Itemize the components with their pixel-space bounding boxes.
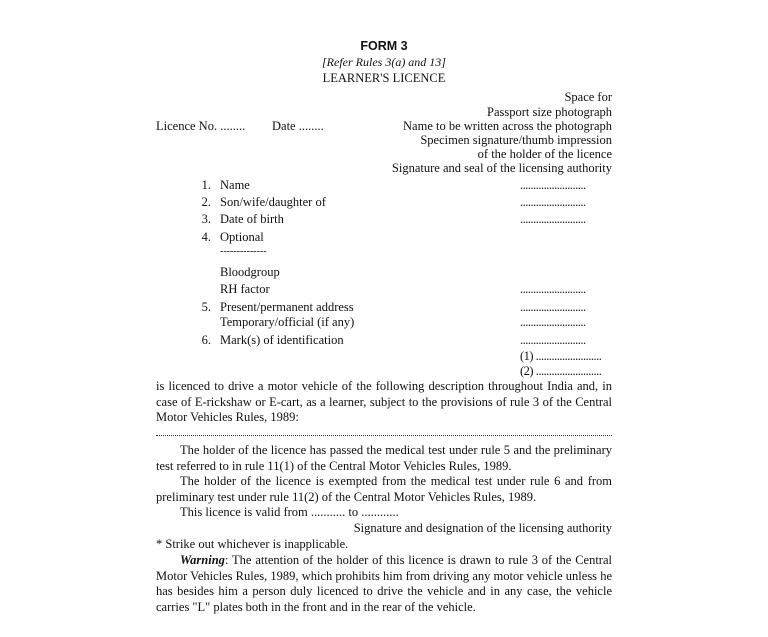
field-relation-blank: ......................... xyxy=(520,195,586,209)
authority-signature-label: Signature and designation of the licensing authority xyxy=(353,521,612,535)
field-address-label: Present/permanent address xyxy=(220,300,354,314)
licence-number: Licence No. ........ xyxy=(156,119,246,133)
field-marks-label: Mark(s) of identification xyxy=(220,333,344,347)
photo-space-label: Space for xyxy=(564,90,612,104)
photo-size-label: Passport size photograph xyxy=(487,105,612,119)
field-dob-label: Date of birth xyxy=(220,212,284,226)
warning-paragraph xyxy=(156,553,612,615)
rule-reference: [Refer Rules 3(a) and 13] xyxy=(322,55,446,69)
field-name-blank: ......................... xyxy=(520,178,586,192)
holder-label: of the holder of the licence xyxy=(477,147,612,161)
mark-1-blank: (1) ......................... xyxy=(520,349,602,363)
medical-test-passed-text: The holder of the licence has passed the medical test under rule 5 and the preliminary test referred to in rule 11(1) of the Central Motor Vehicles Rules, 1989. xyxy=(156,443,612,473)
field-temp-address-blank: ......................... xyxy=(520,315,586,329)
authority-seal-label: Signature and seal of the licensing authority xyxy=(391,161,612,175)
separator: -------------- xyxy=(220,246,267,257)
form-title: FORM 3 xyxy=(360,39,408,53)
validity-text: This licence is valid from ........... to ............ xyxy=(180,505,399,519)
strike-out-note: * Strike out whichever is inapplicable. xyxy=(156,537,349,551)
field-number: 5. xyxy=(201,300,211,314)
field-bloodgroup-label: Bloodgroup xyxy=(220,265,280,279)
field-marks-blank: ......................... xyxy=(520,333,586,347)
field-name-label: Name xyxy=(220,178,250,192)
field-relation-label: Son/wife/daughter of xyxy=(220,195,326,209)
form-subtitle: LEARNER'S LICENCE xyxy=(322,71,446,85)
field-number: 4. xyxy=(201,230,211,244)
photo-name-note: Name to be written across the photograph xyxy=(403,119,612,133)
field-dob-blank: ......................... xyxy=(520,212,586,226)
field-rh-blank: ......................... xyxy=(520,282,586,296)
field-number: 3. xyxy=(201,212,211,226)
licence-description: is licenced to drive a motor vehicle of the following description throughout India and, in case of E-rickshaw or E-cart, as a learner, subject to the provisions of rule 3 of the Central Motor Vehicles Rules, 1989: xyxy=(156,379,612,424)
licence-date: Date ........ xyxy=(272,119,324,133)
field-address-blank: ......................... xyxy=(520,300,586,314)
field-number: 6. xyxy=(201,333,211,347)
field-number: 2. xyxy=(201,195,211,209)
field-number: 1. xyxy=(201,178,211,192)
field-temp-address-label: Temporary/official (if any) xyxy=(220,315,355,329)
specimen-signature-label: Specimen signature/thumb impression xyxy=(420,133,612,147)
field-rh-label: RH factor xyxy=(220,282,270,296)
warning-text: : The attention of the holder of this licence is drawn to rule 3 of the Central Motor Vehicles Rules, 1989, which prohibits him from driving any motor vehicle unless he has besides him a person duly licenced to drive the vehicle and in any case, the vehicle carries "L" plates both in the front and in the rear of the vehicle. xyxy=(156,553,612,614)
warning-label: Warning xyxy=(180,553,225,567)
field-optional-label: Optional xyxy=(220,230,264,244)
description-blank-line xyxy=(156,435,612,436)
mark-2-blank: (2) ......................... xyxy=(520,364,602,378)
medical-test-exempt-text: The holder of the licence is exempted from the medical test under rule 6 and from preliminary test under rule 11(2) of the Central Motor Vehicles Rules, 1989. xyxy=(156,474,612,504)
